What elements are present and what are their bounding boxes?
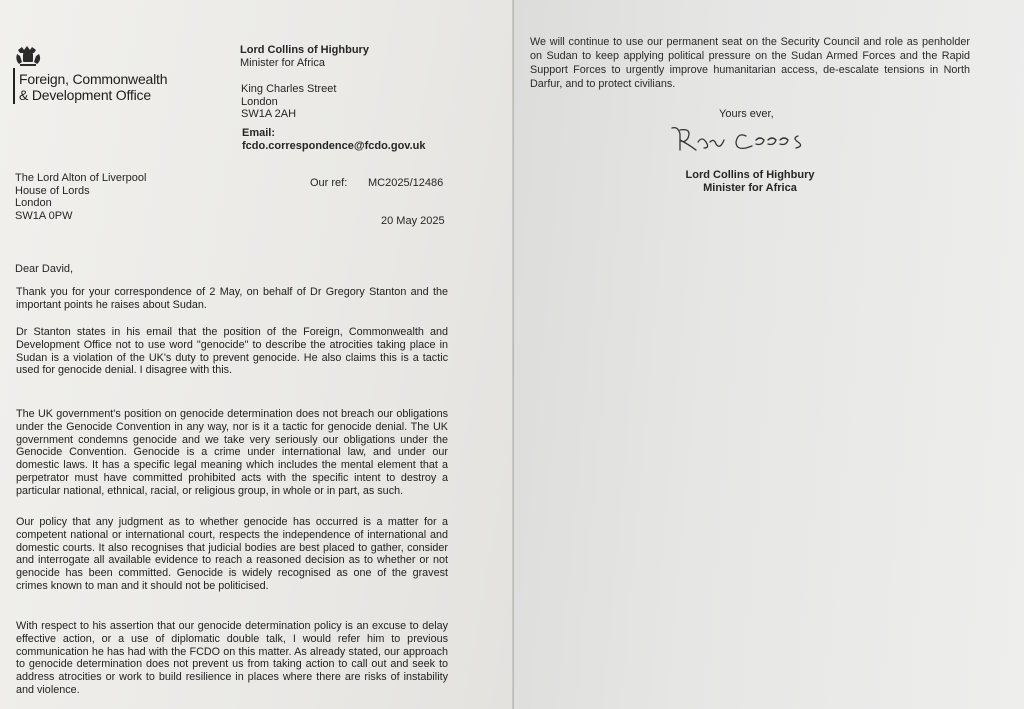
royal-crest-icon [14, 44, 44, 68]
fcdo-logo-text [19, 71, 167, 103]
recipient-address [15, 172, 146, 222]
logo-line-2: & Development Office [19, 87, 151, 103]
recipient-line: SW1A 0PW [15, 209, 73, 222]
address-line: London [241, 95, 278, 108]
signer-name: Lord Collins of Highbury [685, 169, 815, 181]
letter-date: 20 May 2025 [381, 215, 445, 227]
body-paragraph: Our policy that any judgment as to whether genocide has occurred is a matter for a competent national or international court, respects the independence of international and domestic courts. It also recognises that judicial bodies are best placed to gather, consider and interrogate all available evidence to reach a reasoned decision as to whether or not genocide has been committed. Genocide is widely recognised as one of the gravest crimes known to man and it should not be politicised. [16, 516, 448, 592]
salutation: Dear David, [15, 263, 74, 275]
handwritten-signature [668, 122, 828, 156]
email-address: fcdo.correspondence@fcdo.gov.uk [242, 139, 426, 152]
logo-divider [13, 68, 15, 104]
letter-page-2 [513, 0, 1024, 709]
recipient-line: House of Lords [15, 184, 90, 197]
body-paragraph: Thank you for your correspondence of 2 May, on behalf of Dr Gregory Stanton and the important points he raises about Sudan. [16, 286, 448, 311]
body-paragraph: The UK government's position on genocide determination does not breach our obligations under the Genocide Convention in any way, nor is it a tactic for genocide denial. The UK government condemns genocide and we take very seriously our obligations under the Genocide Convention. Genocide is a crime under international law, and under our domestic laws. It has a specific legal meaning which includes the mental element that a perpetrator must have committed prohibited acts with the specific intent to destroy a particular national, ethnical, racial, or religious group, in whole or in part, as such. [16, 408, 448, 497]
logo-line-1: Foreign, Commonwealth [19, 71, 168, 87]
sender-address [241, 83, 336, 121]
reference-value: MC2025/12486 [368, 177, 444, 189]
body-paragraph: Dr Stanton states in his email that the position of the Foreign, Commonwealth and Development Office not to use word "genocide" to describe the atrocities taking place in Sudan is a violation of the UK's duty to prevent genocide. He also claims this is a tactic used for genocide denial. I disagree with this. [16, 326, 448, 377]
address-line: King Charles Street [241, 83, 337, 95]
sender-block [240, 44, 369, 69]
recipient-line: London [15, 197, 52, 210]
sender-name: Lord Collins of Highbury [240, 44, 369, 56]
email-label: Email: [242, 127, 276, 139]
email-block [242, 127, 426, 152]
page2-paragraph: We will continue to use our permanent seat on the Security Council and role as penholder on Sudan to keep applying political pressure on the Sudan Armed Forces and the Rapid Support Forces to urgently improve humanitarian access, de-escalate tensions in North Darfur, and to protect civilians. [530, 36, 970, 90]
body-paragraph: With respect to his assertion that our genocide determination policy is an excuse to delay effective action, or a use of diplomatic double talk, I would refer him to previous communication he has had with the FCDO on this matter. As already stated, our approach to genocide determination does not prevent us from taking action to call out and seek to address atrocities or work to build resilience in places where there are risks of instability and violence. [16, 620, 448, 696]
recipient-line: The Lord Alton of Liverpool [15, 172, 147, 184]
address-line: SW1A 2AH [241, 108, 297, 121]
reference-label: Our ref: [310, 177, 348, 189]
closing-line: Yours ever, [719, 108, 774, 120]
sender-title: Minister for Africa [240, 56, 325, 69]
signer-title: Minister for Africa [703, 182, 797, 194]
